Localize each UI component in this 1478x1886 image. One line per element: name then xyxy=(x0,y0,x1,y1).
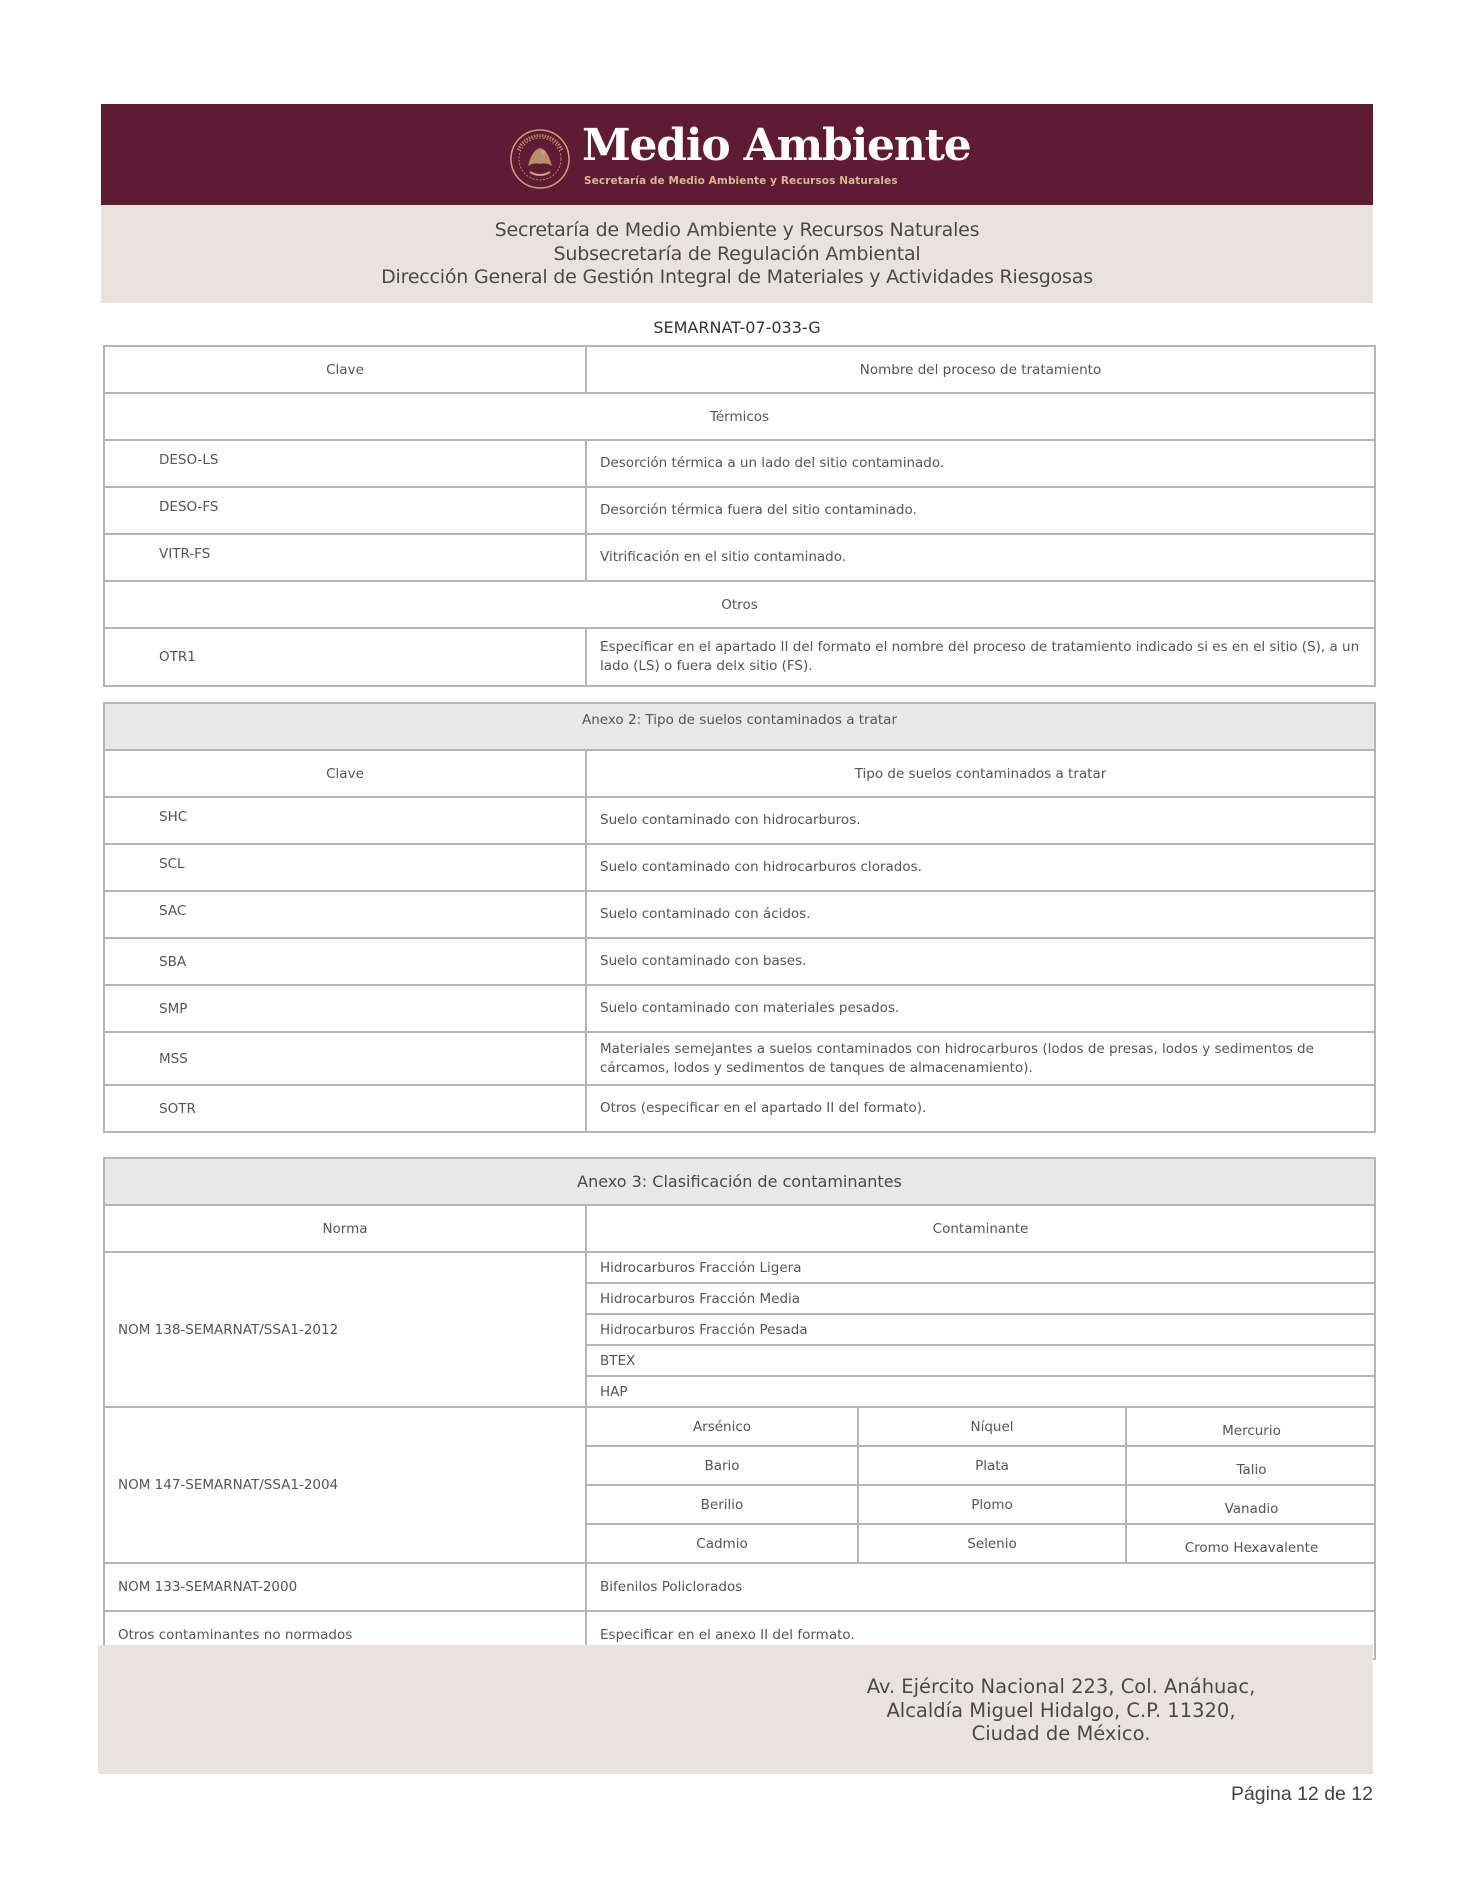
contaminante-item: Bario xyxy=(587,1446,858,1485)
tipo-cell: Otros (especificar en el apartado II del formato). xyxy=(586,1085,1375,1132)
tipo-cell: Suelo contaminado con bases. xyxy=(586,938,1375,985)
institution-line: Subsecretaría de Regulación Ambiental xyxy=(553,242,921,265)
clave-cell: OTR1 xyxy=(104,628,586,686)
contaminante-item: Berilio xyxy=(587,1485,858,1524)
table-row xyxy=(104,797,1375,844)
table-row xyxy=(104,844,1375,891)
table-row xyxy=(104,534,1375,581)
nombre-cell: Desorción térmica fuera del sitio contaminado. xyxy=(586,487,1375,534)
tipo-cell: Suelo contaminado con ácidos. xyxy=(586,891,1375,938)
tipo-cell: Suelo contaminado con hidrocarburos. xyxy=(586,797,1375,844)
brand-title: Medio Ambiente xyxy=(582,120,971,171)
contaminante-grid-cell xyxy=(586,1407,1375,1563)
clave-cell: DESO-FS xyxy=(104,487,586,534)
norma-cell: NOM 147-SEMARNAT/SSA1-2004 xyxy=(104,1407,586,1563)
tipo-cell: Suelo contaminado con materiales pesados. xyxy=(586,985,1375,1032)
form-code: SEMARNAT-07-033-G xyxy=(653,318,821,337)
table-row xyxy=(104,891,1375,938)
nombre-cell: Vitrificación en el sitio contaminado. xyxy=(586,534,1375,581)
contaminante-item: Selenio xyxy=(858,1524,1126,1562)
header-institution-band xyxy=(101,205,1373,303)
table-row xyxy=(104,1085,1375,1132)
header-banner xyxy=(101,104,1373,205)
address-line: Ciudad de México. xyxy=(971,1722,1151,1745)
clave-cell: VITR-FS xyxy=(104,534,586,581)
contaminante-item: Hidrocarburos Fracción Media xyxy=(587,1283,1374,1314)
column-header-clave: Clave xyxy=(104,750,586,797)
contaminante-item: Cromo Hexavalente xyxy=(1184,1539,1319,1556)
address-line: Av. Ejército Nacional 223, Col. Anáhuac, xyxy=(866,1675,1256,1698)
clave-cell: SHC xyxy=(104,797,586,844)
table-header-row xyxy=(104,1205,1375,1252)
nombre-cell: Desorción térmica a un lado del sitio contaminado. xyxy=(586,440,1375,487)
clave-cell: DESO-LS xyxy=(104,440,586,487)
contaminante-item: Talio xyxy=(1126,1446,1376,1485)
contaminante-item: HAP xyxy=(600,1383,628,1400)
clave-cell: MSS xyxy=(104,1032,586,1085)
contaminante-item: Plata xyxy=(858,1446,1126,1485)
clave-cell: SMP xyxy=(104,985,586,1032)
norma-cell: Otros contaminantes no normados xyxy=(104,1611,586,1659)
anexo3-title: Anexo 3: Clasificación de contaminantes xyxy=(104,1158,1375,1205)
column-header-clave: Clave xyxy=(104,346,586,393)
table-row-nom147 xyxy=(104,1407,1375,1563)
contaminante-item: Níquel xyxy=(858,1408,1126,1446)
contaminante-item: BTEX xyxy=(587,1345,1374,1376)
footer-address xyxy=(858,1675,1264,1746)
contaminante-cell: Especificar en el anexo II del formato. xyxy=(586,1611,1375,1659)
clave-cell: SAC xyxy=(104,891,586,938)
institution-line: Secretaría de Medio Ambiente y Recursos Naturales xyxy=(494,219,980,241)
column-header-contaminante: Contaminante xyxy=(586,1205,1375,1252)
column-header-tipo: Tipo de suelos contaminados a tratar xyxy=(586,750,1375,797)
clave-cell: SBA xyxy=(104,938,586,985)
table-row xyxy=(104,1032,1375,1085)
contaminante-item: Vanadio xyxy=(1126,1485,1376,1524)
contaminante-item: Cadmio xyxy=(587,1524,858,1562)
contaminante-item: Plomo xyxy=(858,1485,1126,1524)
table-row xyxy=(104,440,1375,487)
anexo3-contaminants-table xyxy=(103,1157,1376,1660)
table-title-row xyxy=(104,1158,1375,1205)
table-row xyxy=(104,628,1375,686)
contaminante-item: Mercurio xyxy=(1126,1408,1376,1446)
section-row xyxy=(104,393,1375,440)
clave-cell: SOTR xyxy=(104,1085,586,1132)
anexo2-soil-types-table xyxy=(103,702,1376,1133)
column-header-nombre: Nombre del proceso de tratamiento xyxy=(586,346,1375,393)
section-row xyxy=(104,581,1375,628)
contaminante-list-cell xyxy=(586,1252,1375,1407)
contaminante-cell: Bifenilos Policlorados xyxy=(586,1563,1375,1611)
address-line: Alcaldía Miguel Hidalgo, C.P. 11320, xyxy=(886,1698,1236,1722)
tipo-cell: Suelo contaminado con hidrocarburos clorados. xyxy=(586,844,1375,891)
table-row xyxy=(104,938,1375,985)
treatment-process-table xyxy=(103,345,1376,687)
contaminante-item: Hidrocarburos Fracción Ligera xyxy=(587,1253,1374,1283)
table-row xyxy=(104,487,1375,534)
page-number: Página 12 de 12 xyxy=(1230,1783,1373,1805)
table-row-nom133 xyxy=(104,1563,1375,1611)
contaminante-item: Arsénico xyxy=(587,1408,858,1446)
tipo-cell: Materiales semejantes a suelos contaminados con hidrocarburos (lodos de presas, lodos y sedimentos de cárcamos, lodos y sedimentos de tanques de almacenamiento). xyxy=(586,1032,1375,1085)
table-header-row xyxy=(104,750,1375,797)
contaminante-list xyxy=(587,1253,1374,1406)
table-title-row xyxy=(104,703,1375,750)
norma-cell: NOM 138-SEMARNAT/SSA1-2012 xyxy=(104,1252,586,1407)
column-header-norma: Norma xyxy=(104,1205,586,1252)
nombre-cell: Especificar en el apartado II del formato el nombre del proceso de tratamiento indicado si es en el sitio (S), a un lado (LS) o fuera delx sitio (FS). xyxy=(586,628,1375,686)
clave-cell: SCL xyxy=(104,844,586,891)
table-header-row xyxy=(104,346,1375,393)
section-label-otros: Otros xyxy=(104,581,1375,628)
brand-subtitle: Secretaría de Medio Ambiente y Recursos Naturales xyxy=(584,175,898,187)
norma-cell: NOM 133-SEMARNAT-2000 xyxy=(104,1563,586,1611)
anexo2-title: Anexo 2: Tipo de suelos contaminados a tratar xyxy=(104,703,1375,750)
coat-of-arms-seal-icon xyxy=(510,128,570,190)
table-row xyxy=(104,985,1375,1032)
institution-line: Dirección General de Gestión Integral de Materiales y Actividades Riesgosas xyxy=(381,266,1093,288)
contaminante-item: Hidrocarburos Fracción Pesada xyxy=(587,1314,1374,1345)
metals-grid xyxy=(587,1408,1376,1562)
section-label-termicos: Térmicos xyxy=(104,393,1375,440)
footer-address-band xyxy=(98,1645,1373,1774)
table-row-nom138 xyxy=(104,1252,1375,1407)
